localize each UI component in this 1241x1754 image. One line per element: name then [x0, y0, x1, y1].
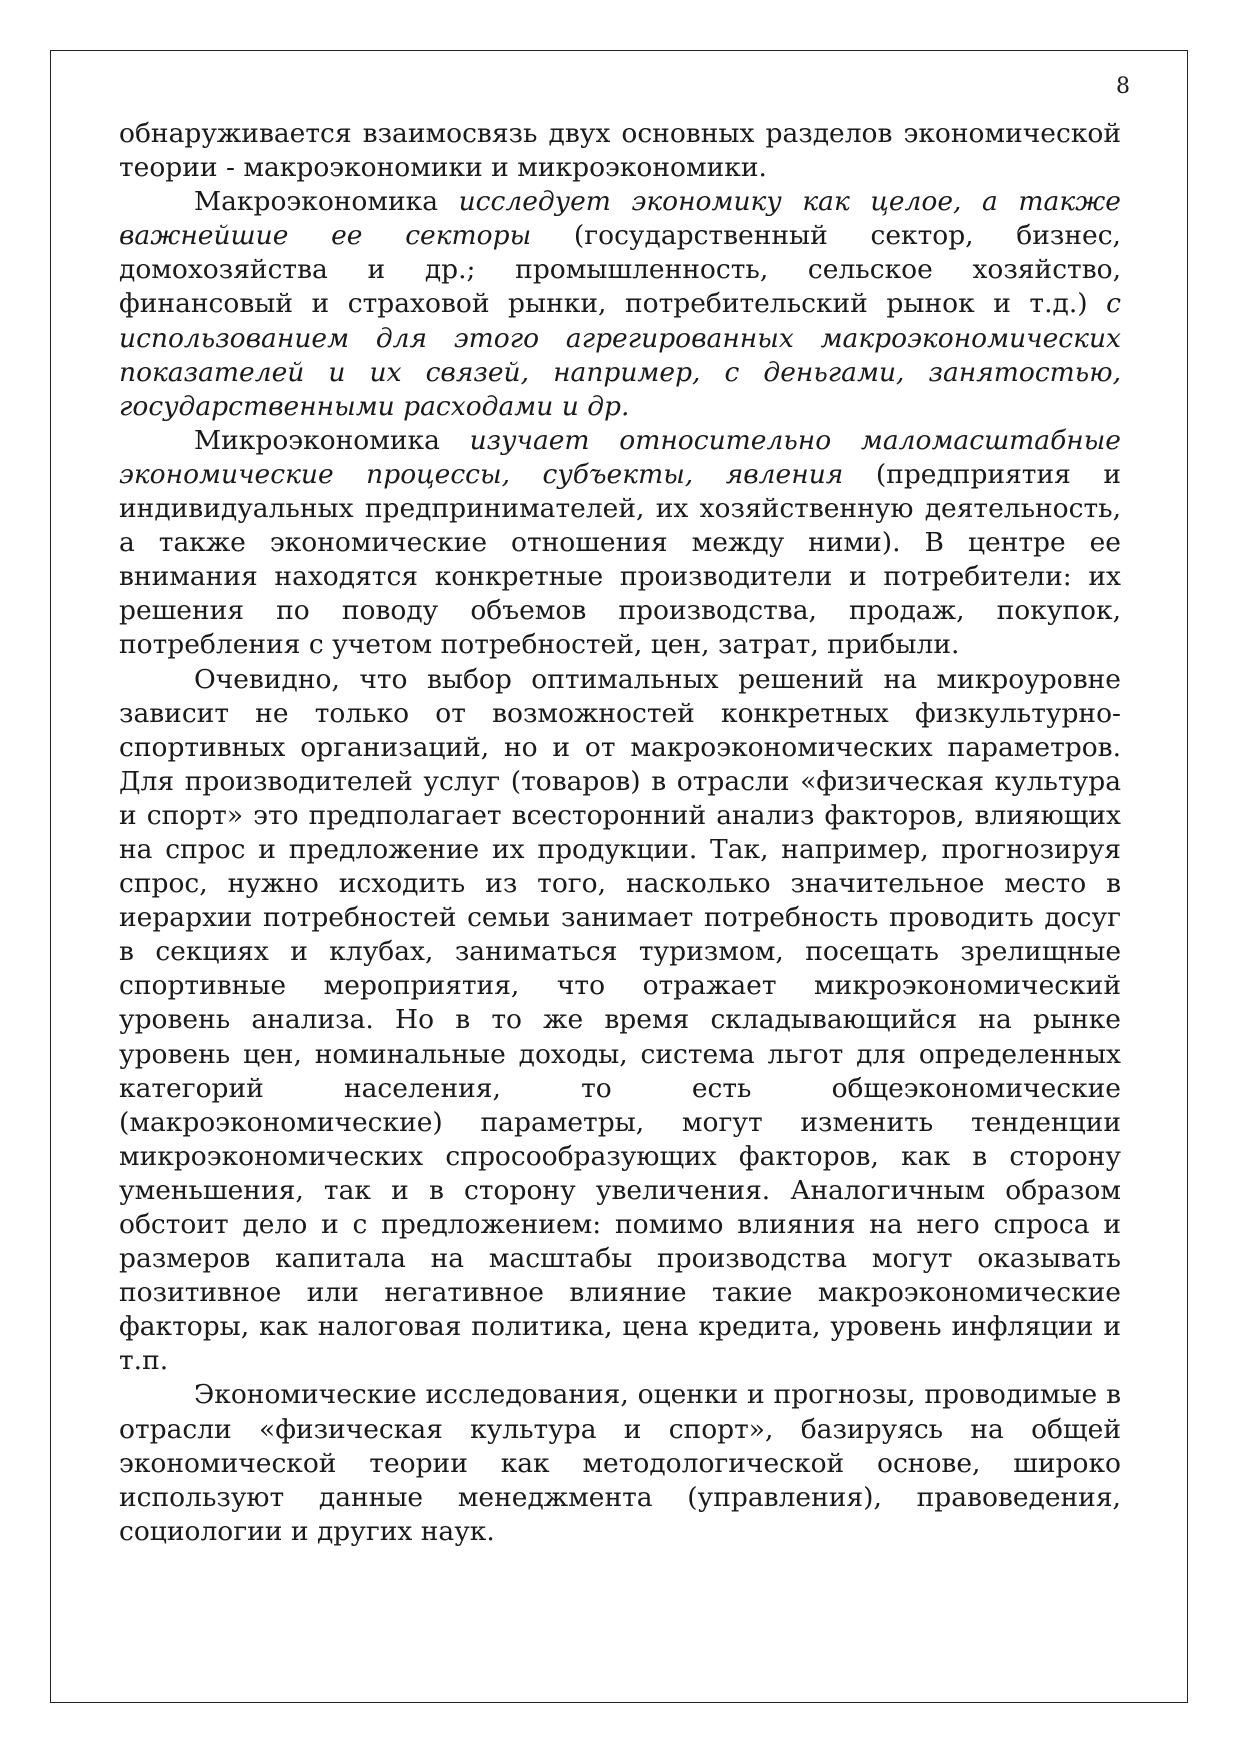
page-number: 8	[1116, 74, 1130, 99]
paragraph-text: Макроэкономика	[194, 186, 459, 218]
paragraph-text: Очевидно, что выбор оптимальных решений на микроуровне зависит не только от возможностей конкретных физкультурно-спортивных организаций, но и от макроэкономических параметров. Для производителей услуг (товаров) в отрасли «физическая культура и спорт» это предполагает всесторонний анализ факторов, влияющих на спрос и предложение их продукции. Так, например, прогнозируя спрос, нужно исходить из того, насколько значительное место в иерархии потребностей семьи занимает потребность проводить досуг в секциях и клубах, заниматься туризмом, посещать зрелищные спортивные мероприятия, что отражает микроэкономический уровень анализа. Но в то же время складывающийся на рынке уровень цен, номинальные доходы, система льгот для определенных категорий населения, то есть общеэкономические (макроэкономические) параметры, могут изменить тенденции микроэкономических спросообразующих факторов, как в сторону уменьшения, так и в сторону увеличения. Аналогичным образом обстоит дело и с предложением: помимо влияния на него спроса и размеров капитала на масштабы производства могут оказывать позитивное или негативное влияние такие макроэкономические факторы, как налоговая политика, цена кредита, уровень инфляции и т.п.	[119, 663, 1121, 1377]
italic-text: с использованием для этого агрегированных макроэкономических показателей и их связей, например, с деньгами, занятостью, государственными расходами и др.	[119, 288, 1121, 422]
paragraph-microeconomics	[119, 424, 1121, 663]
paragraph-optimal-decisions	[119, 663, 1121, 1379]
paragraph-economic-research	[119, 1378, 1121, 1548]
paragraph-text: обнаруживается взаимосвязь двух основных разделов экономической теории - макроэкономики и микроэкономики.	[119, 118, 1121, 184]
italic-text: изучает относительно маломасштабные экономические процессы, субъекты, явления	[119, 424, 1121, 490]
paragraph-continuation	[119, 117, 1121, 185]
document-body	[119, 117, 1121, 1549]
paragraph-macroeconomics	[119, 185, 1121, 424]
paragraph-text: Экономические исследования, оценки и прогнозы, проводимые в отрасли «физическая культура и спорт», базируясь на общей экономической теории как методологической основе, широко используют данные менеджмента (управления), правоведения, социологии и других наук.	[119, 1379, 1121, 1547]
italic-text: исследует экономику как целое, а также важнейшие ее секторы	[119, 186, 1121, 252]
paragraph-text: Микроэкономика	[194, 424, 470, 456]
paragraph-text: (предприятия и индивидуальных предпринимателей, их хозяйственную деятельность, а также экономические отношения между ними). В центре ее внимания находятся конкретные производители и потребители: их решения по поводу объемов производства, продаж, покупок, потребления с учетом потребностей, цен, затрат, прибыли.	[119, 458, 1121, 661]
paragraph-text: (государственный сектор, бизнес, домохозяйства и др.; промышленность, сельское хозяйство, финансовый и страховой рынки, потребительский рынок и т.д.)	[119, 220, 1121, 320]
